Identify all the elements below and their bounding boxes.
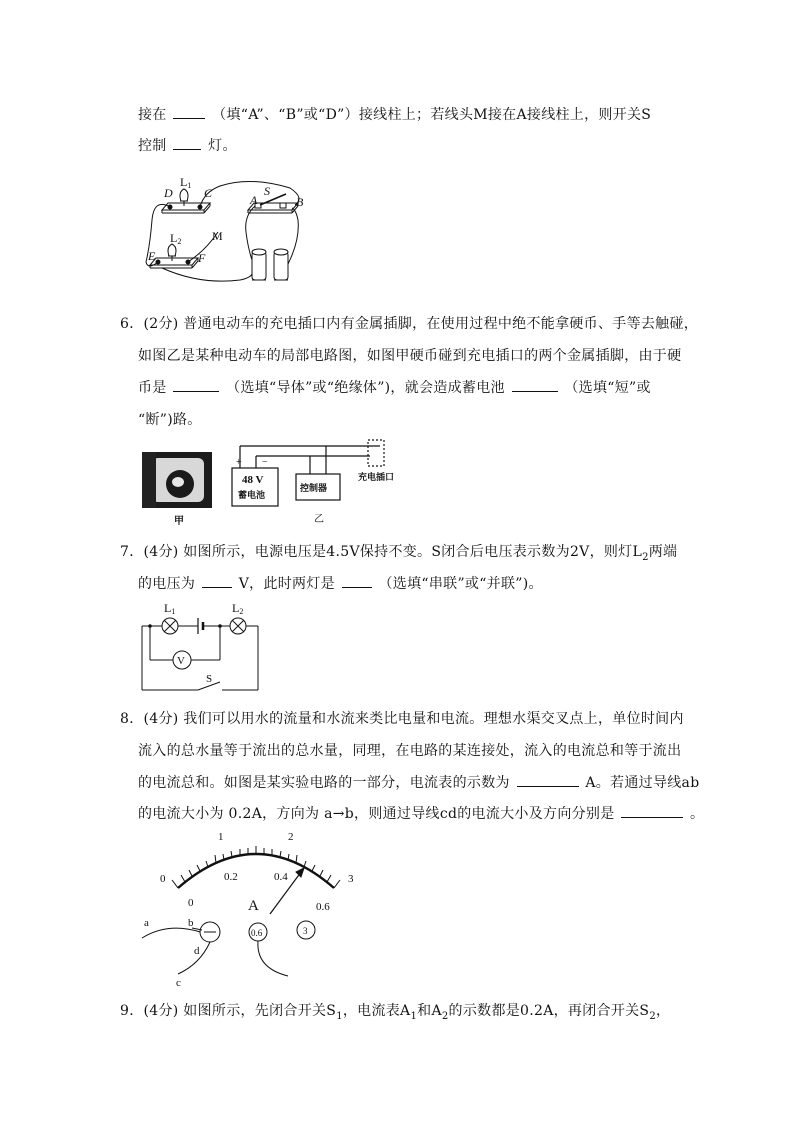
- q5-line-1: 接在 （填“A”、“B”或“D”）接线柱上；若线头M接在A接线柱上，则开关S: [138, 104, 651, 124]
- scale-top-3: 3: [348, 873, 354, 885]
- wire-label-b: b: [188, 917, 194, 929]
- q7-circuit-figure: [138, 598, 268, 693]
- answer-blank[interactable]: [202, 573, 232, 588]
- q6-line-4: “断”)路。: [138, 412, 202, 428]
- answer-blank[interactable]: [173, 135, 201, 150]
- q6-label-jia: 甲: [174, 516, 185, 527]
- battery-label: 蓄电池: [238, 490, 266, 500]
- controller-label: 控制器: [300, 483, 328, 493]
- scale-bottom-0-6: 0.6: [316, 901, 330, 913]
- scale-top-0: 0: [160, 873, 166, 885]
- bulb-label-l2: L2: [170, 231, 182, 246]
- wire-label-d: d: [194, 945, 200, 957]
- scale-bottom-0-2: 0.2: [224, 871, 238, 883]
- answer-blank[interactable]: [512, 377, 558, 392]
- answer-blank[interactable]: [173, 377, 219, 392]
- scale-top-1: 1: [218, 831, 224, 843]
- battery-voltage: 48 V: [242, 474, 264, 486]
- q6-circuit-yi: [230, 436, 430, 526]
- q8-line-4: 的电流大小为 0.2A，方向为 a→b，则通过导线cd的电流大小及方向分别是 。: [138, 803, 704, 823]
- bulb-label-l1: L1: [180, 175, 192, 190]
- terminal-label-e: E: [148, 249, 156, 263]
- terminal-label-d: D: [164, 186, 173, 200]
- wire-label-a: a: [144, 917, 149, 929]
- terminal-label-c: C: [204, 186, 213, 200]
- terminal-label-b: B: [296, 195, 304, 209]
- q6-photo-jia: [142, 452, 212, 508]
- terminal-0-6: 0.6: [251, 928, 263, 938]
- bulb-label-l1: L1: [164, 601, 176, 616]
- answer-blank[interactable]: [342, 573, 372, 588]
- voltmeter-label: V: [177, 655, 185, 667]
- q5-line-2: 控制 灯。: [138, 135, 237, 155]
- q8-line-3: 的电流总和。如图是某实验电路的一部分，电流表的示数为 A。若通过导线ab: [138, 772, 699, 792]
- scale-bottom-0: 0: [188, 897, 194, 909]
- q8-line-2: 流入的总水量等于流出的总水量，同理，在电路的某连接处，流入的电流总和等于流出: [138, 743, 682, 759]
- switch-label-s: S: [264, 184, 270, 198]
- battery-positive-sign: +: [236, 457, 242, 468]
- wire-label-m: M: [212, 229, 223, 243]
- scale-bottom-0-4: 0.4: [274, 871, 288, 883]
- q8-ammeter-figure: [138, 828, 368, 993]
- switch-label-s: S: [206, 673, 213, 685]
- q5-circuit-figure: [140, 170, 310, 290]
- charging-port-label: 充电插口: [358, 472, 395, 482]
- q6-line-1: 6．(2分) 普通电动车的充电插口内有金属插脚，在使用过程中绝不能拿硬币、手等去触碰，: [120, 316, 699, 332]
- wire-label-c: c: [176, 977, 181, 989]
- terminal-label-f: F: [198, 251, 206, 265]
- q6-line-3: 币是 （选填“导体”或“绝缘体”)，就会造成蓄电池 （选填“短”或: [138, 377, 651, 397]
- answer-blank[interactable]: [173, 104, 205, 119]
- q8-line-1: 8．(4分) 我们可以用水的流量和水流来类比电量和电流。理想水渠交叉点上，单位时间内: [120, 711, 684, 727]
- terminal-3: 3: [303, 926, 308, 936]
- q6-label-yi: 乙: [314, 514, 324, 525]
- answer-blank[interactable]: [621, 803, 683, 818]
- battery-negative-sign: −: [262, 457, 268, 468]
- ammeter-unit-a: A: [248, 898, 259, 914]
- terminal-label-a: A: [250, 193, 258, 207]
- q7-line-2: 的电压为 V，此时两灯是 （选填“串联”或“并联”)。: [138, 573, 543, 593]
- bulb-label-l2: L2: [232, 601, 244, 616]
- answer-blank[interactable]: [517, 772, 579, 787]
- q9-line-1: 9．(4分) 如图所示，先闭合开关$S_1$，电流表$A_1$和$A_2$的示数都是0.2A，再闭合开关$S_2$，: [120, 1003, 671, 1022]
- scale-top-2: 2: [288, 831, 294, 843]
- q7-line-1: 7．(4分) 如图所示，电源电压是4.5V保持不变。S闭合后电压表示数为2V，则灯$L_2$两端: [120, 544, 678, 563]
- q6-line-2: 如图乙是某种电动车的局部电路图，如图甲硬币碰到充电插口的两个金属插脚，由于硬: [138, 348, 682, 364]
